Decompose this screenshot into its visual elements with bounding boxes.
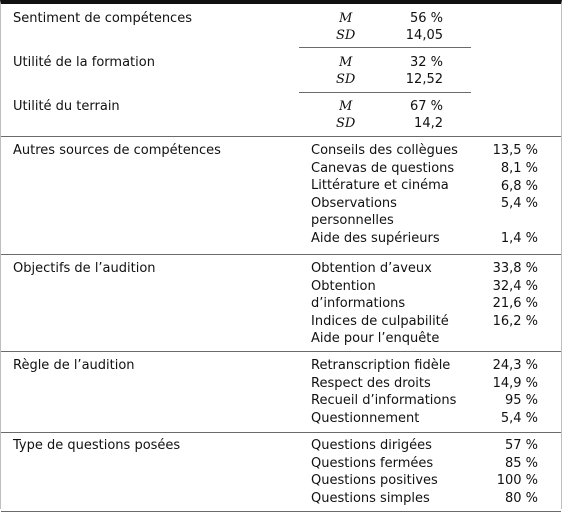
- section-divider: [1, 254, 561, 255]
- list-item: d’informations: [311, 296, 406, 311]
- value-cell: 24,3 %: [492, 358, 538, 373]
- list-item: Observations: [311, 195, 397, 211]
- list-item: Questions positives: [311, 473, 438, 488]
- item-list: [311, 437, 438, 507]
- list-item: Recueil d’informations: [311, 393, 457, 408]
- list-item: Conseils des collègues: [311, 143, 458, 158]
- list-item: Questionnement: [311, 410, 420, 426]
- value-cell: 95 %: [504, 393, 538, 408]
- value-cell: 1,4 %: [500, 231, 538, 246]
- list-item: Indices de culpabilité: [311, 313, 449, 329]
- list-item: Retranscription fidèle: [311, 358, 451, 373]
- value-cell: 80 %: [504, 491, 538, 506]
- item-list: [311, 260, 449, 348]
- section-label: Règle de l’audition: [13, 358, 135, 373]
- mean-symbol: M: [339, 55, 353, 70]
- value-cell: 16,2 %: [492, 314, 538, 329]
- list-item: Respect des droits: [311, 375, 431, 391]
- list-item: Obtention d’aveux: [311, 261, 432, 276]
- sd-value: 14,2: [414, 116, 443, 131]
- row-label: Utilité de la formation: [13, 55, 155, 70]
- section-label: Autres sources de compétences: [13, 143, 221, 158]
- list-item: Questions simples: [311, 490, 430, 506]
- item-list: [311, 357, 456, 427]
- value-cell: 57 %: [504, 438, 538, 453]
- row-label: Utilité du terrain: [13, 99, 120, 114]
- sd-value: 12,52: [405, 72, 443, 87]
- value-cell: 32,4 %: [492, 279, 538, 294]
- section-divider: [1, 432, 561, 433]
- list-item: personnelles: [311, 213, 394, 228]
- list-item: Obtention: [311, 278, 376, 294]
- list-item: Aide pour l’enquête: [311, 331, 440, 346]
- value-cell: 33,8 %: [492, 261, 538, 276]
- sd-symbol: SD: [336, 28, 356, 43]
- list-item: Canevas de questions: [311, 160, 455, 176]
- list-item: Questions dirigées: [311, 438, 432, 453]
- section-label: Type de questions posées: [13, 438, 181, 453]
- sd-symbol: SD: [336, 72, 356, 87]
- row-divider: [299, 92, 471, 93]
- sd-value: 14,05: [405, 28, 443, 43]
- value-cell: 13,5 %: [492, 143, 538, 158]
- list-item: Aide des supérieurs: [311, 230, 440, 246]
- list-item: Questions fermées: [311, 455, 434, 471]
- mean-value: 67 %: [409, 99, 443, 114]
- row-divider: [299, 47, 471, 48]
- section-label: Objectifs de l’audition: [13, 261, 156, 276]
- value-cell: 6,8 %: [500, 179, 538, 194]
- value-cell: 21,6 %: [492, 296, 538, 311]
- value-cell: 5,4 %: [500, 196, 538, 211]
- list-item: Littérature et cinéma: [311, 178, 449, 193]
- item-list: [311, 142, 458, 247]
- value-cell: 14,9 %: [492, 376, 538, 391]
- mean-value: 56 %: [409, 11, 443, 26]
- value-cell: 5,4 %: [500, 411, 538, 426]
- section-divider: [1, 136, 561, 137]
- mean-symbol: M: [339, 99, 353, 114]
- sd-symbol: SD: [336, 116, 356, 131]
- value-cell: 85 %: [504, 456, 538, 471]
- value-cell: 8,1 %: [500, 161, 538, 176]
- mean-value: 32 %: [409, 55, 443, 70]
- mean-symbol: M: [339, 11, 353, 26]
- section-divider: [1, 351, 561, 352]
- value-cell: 100 %: [496, 473, 538, 488]
- row-label: Sentiment de compétences: [13, 11, 192, 26]
